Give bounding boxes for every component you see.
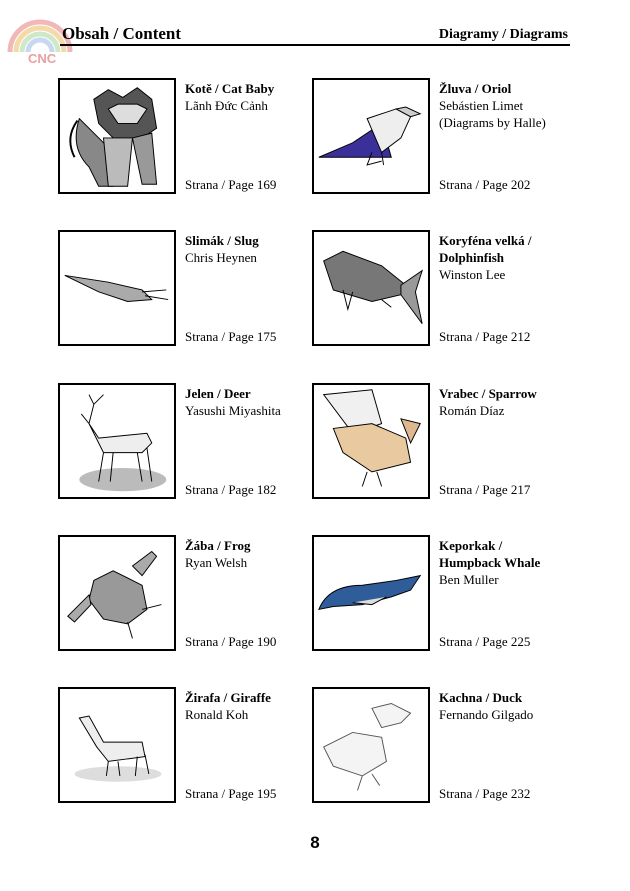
entry-title: Jelen / Deer Yasushi Miyashita [185, 386, 281, 418]
entry-author: Sebástien Limet (Diagrams by Halle) [439, 98, 546, 130]
giraffe-icon [58, 687, 176, 803]
entry-page: Strana / Page 190 [185, 634, 277, 649]
frog-icon [58, 535, 176, 651]
entry-cat[interactable] [58, 78, 312, 200]
entry-author: Fernando Gilgado [439, 707, 534, 722]
entry-author: Winston Lee [439, 267, 506, 282]
entry-giraffe[interactable] [58, 687, 312, 809]
entry-title: Keporkak / Humpback Whale Ben Muller [439, 538, 541, 587]
sparrow-icon [312, 383, 430, 499]
entry-frog[interactable] [58, 535, 312, 657]
entry-duck[interactable] [312, 687, 566, 809]
entry-title: Žirafa / Giraffe Ronald Koh [185, 690, 271, 722]
entry-title: Slimák / Slug Chris Heynen [185, 233, 259, 265]
entry-title: Žluva / Oriol Sebástien Limet (Diagrams by Halle) [439, 81, 546, 130]
entry-page: Strana / Page 212 [439, 329, 531, 344]
entry-oriole[interactable] [312, 78, 566, 200]
duck-icon [312, 687, 430, 803]
entry-author: Lãnh Đức Cảnh [185, 98, 268, 113]
oriole-icon [312, 78, 430, 194]
cat-icon [58, 78, 176, 194]
entry-title: Vrabec / Sparrow Román Díaz [439, 386, 537, 418]
entry-page: Strana / Page 225 [439, 634, 531, 649]
entry-deer[interactable] [58, 383, 312, 505]
entry-author: Ben Muller [439, 572, 499, 587]
entry-author: Ryan Welsh [185, 555, 248, 570]
entry-page: Strana / Page 202 [439, 177, 531, 192]
entry-title: Koryféna velká / Dolphinfish Winston Lee [439, 233, 532, 282]
entry-title: Kachna / Duck Fernando Gilgado [439, 690, 534, 722]
entry-author: Yasushi Miyashita [185, 403, 281, 418]
slug-icon [58, 230, 176, 346]
entry-slug[interactable] [58, 230, 312, 352]
entry-page: Strana / Page 182 [185, 482, 277, 497]
dolphinfish-icon [312, 230, 430, 346]
header-title-right: Diagramy / Diagrams [438, 27, 568, 42]
whale-icon [312, 535, 430, 651]
entry-author: Ronald Koh [185, 707, 249, 722]
entry-author: Chris Heynen [185, 250, 257, 265]
entry-page: Strana / Page 217 [439, 482, 531, 497]
entry-dolphinfish[interactable] [312, 230, 566, 352]
entry-page: Strana / Page 232 [439, 786, 531, 801]
entry-title: Žába / Frog Ryan Welsh [185, 538, 251, 570]
header-title-left: Obsah / Content [62, 24, 182, 43]
svg-text:CNC: CNC [28, 51, 57, 66]
entry-whale[interactable] [312, 535, 566, 657]
page-number: 8 [310, 833, 320, 852]
entry-author: Román Díaz [439, 403, 505, 418]
entry-page: Strana / Page 175 [185, 329, 277, 344]
deer-icon [58, 383, 176, 499]
header-rule [60, 44, 570, 46]
entry-page: Strana / Page 195 [185, 786, 277, 801]
entry-sparrow[interactable] [312, 383, 566, 505]
entry-title: Kotě / Cat Baby Lãnh Đức Cảnh [185, 81, 275, 113]
entry-page: Strana / Page 169 [185, 177, 277, 192]
